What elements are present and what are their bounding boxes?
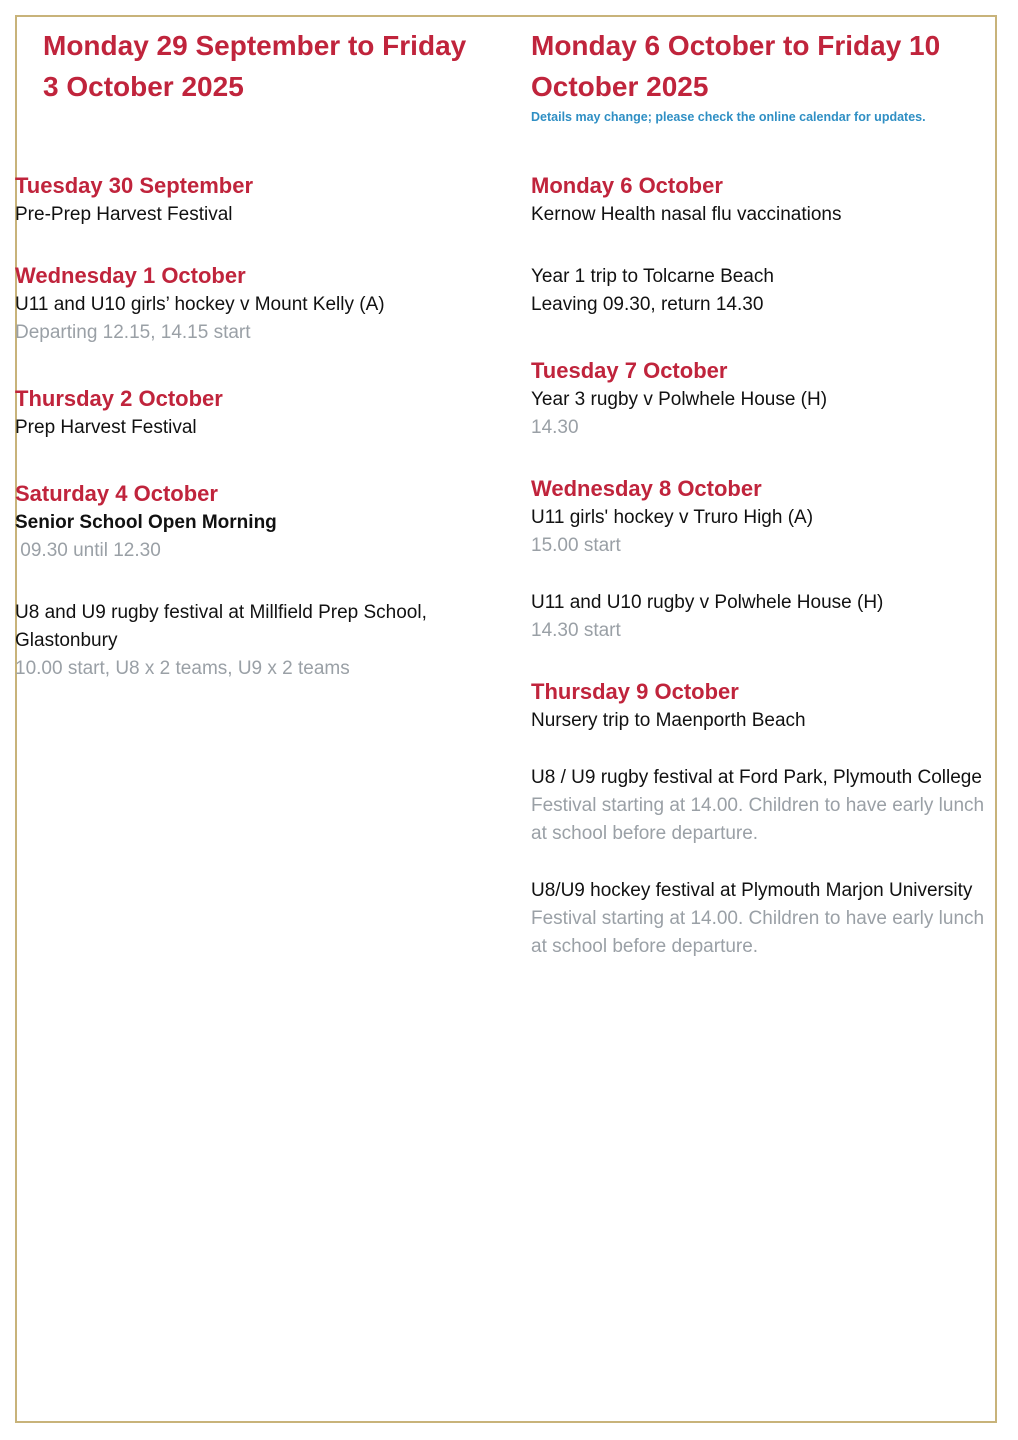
event — [15, 201, 500, 229]
event-detail: 15.00 start — [531, 535, 621, 556]
event — [531, 764, 991, 848]
event — [15, 291, 500, 347]
event-title: U11 girls' hockey v Truro High (A) — [531, 507, 814, 528]
day-heading: Thursday 2 October — [15, 386, 223, 411]
day-heading: Wednesday 1 October — [15, 263, 246, 288]
event — [531, 263, 991, 319]
event-title: Pre-Prep Harvest Festival — [15, 204, 233, 225]
calendar-note: Details may change; please check the online calendar for updates. — [531, 110, 926, 124]
day-heading: Saturday 4 October — [15, 481, 218, 506]
event-detail: 10.00 start, U8 x 2 teams, U9 x 2 teams — [15, 658, 350, 679]
week1-day-tuesday — [15, 171, 500, 229]
event — [531, 707, 991, 735]
day-heading: Tuesday 7 October — [531, 358, 728, 383]
event-detail: 09.30 until 12.30 — [15, 540, 161, 561]
day-heading: Wednesday 8 October — [531, 476, 762, 501]
event-title: U11 and U10 rugby v Polwhele House (H) — [531, 592, 884, 613]
event-detail: 14.30 start — [531, 620, 621, 641]
event-title: Kernow Health nasal flu vaccinations — [531, 204, 842, 225]
week2-day-wednesday — [531, 474, 991, 645]
week2-day-thursday — [531, 677, 991, 961]
event-title: Senior School Open Morning — [15, 512, 277, 533]
event — [15, 509, 500, 565]
event — [15, 599, 500, 683]
event-title: U11 and U10 girls’ hockey v Mount Kelly (A) — [15, 294, 385, 315]
day-heading: Tuesday 30 September — [15, 173, 254, 198]
event-title: Year 1 trip to Tolcarne Beach — [531, 266, 774, 287]
event-title: U8 and U9 rugby festival at Millfield Prep School, Glastonbury — [15, 602, 427, 651]
week2-day-tuesday — [531, 356, 991, 442]
day-heading: Monday 6 October — [531, 173, 723, 198]
week2-title: Monday 6 October to Friday 10 October 2025 — [531, 30, 941, 102]
event — [531, 386, 991, 442]
week1-day-saturday — [15, 479, 500, 683]
event-title: Prep Harvest Festival — [15, 417, 197, 438]
event-detail: Festival starting at 14.00. Children to have early lunch at school before departure. — [531, 908, 985, 957]
event-detail: 14.30 — [531, 417, 579, 438]
day-heading: Thursday 9 October — [531, 679, 739, 704]
event — [531, 201, 991, 229]
week1-day-thursday — [15, 384, 500, 442]
event — [531, 877, 991, 961]
event-title: U8/U9 hockey festival at Plymouth Marjon University — [531, 880, 973, 901]
event-title: Year 3 rugby v Polwhele House (H) — [531, 389, 828, 410]
event-title: U8 / U9 rugby festival at Ford Park, Plymouth College — [531, 767, 982, 788]
event-detail: Leaving 09.30, return 14.30 — [531, 294, 764, 315]
week1-title: Monday 29 September to Friday 3 October 2025 — [43, 30, 467, 102]
week1-day-wednesday — [15, 261, 500, 347]
week2-day-monday — [531, 171, 991, 319]
event — [531, 589, 991, 645]
event — [15, 414, 500, 442]
event-detail: Festival starting at 14.00. Children to have early lunch at school before departure. — [531, 795, 985, 844]
event-title: Nursery trip to Maenporth Beach — [531, 710, 806, 731]
event-detail: Departing 12.15, 14.15 start — [15, 322, 251, 343]
event — [531, 504, 991, 560]
